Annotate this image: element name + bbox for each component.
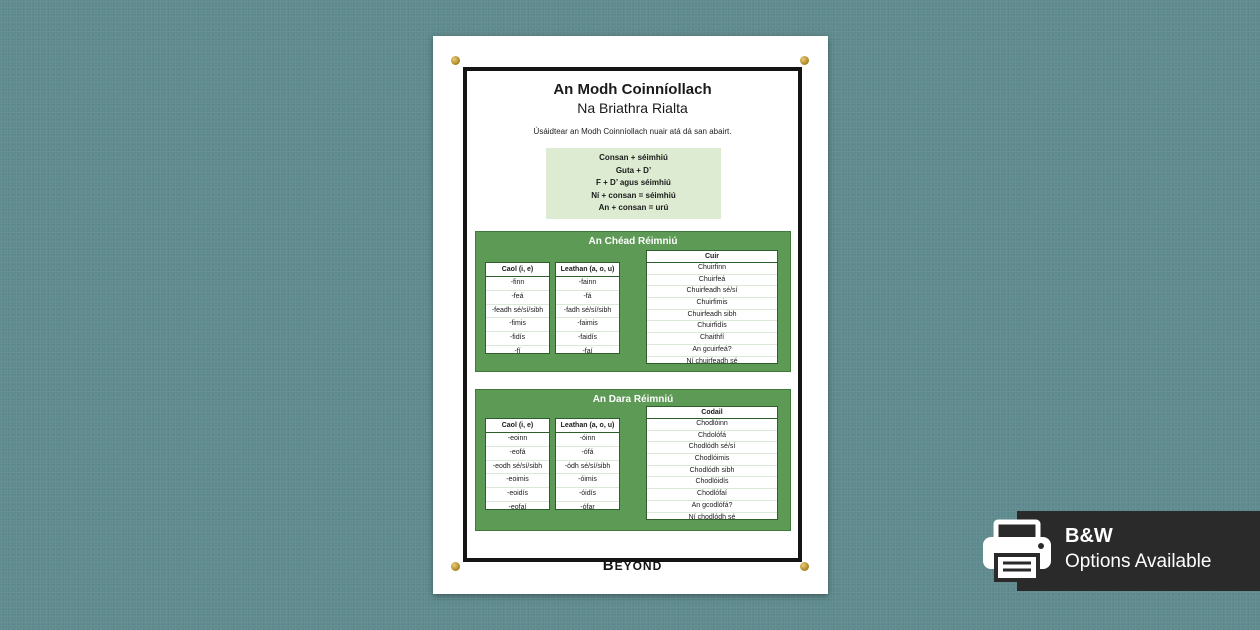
table-row: Ní chodlódh sé: [688, 513, 736, 521]
table-row: -óinn: [556, 433, 619, 447]
table-row: -fadh sé/sí/sibh: [556, 305, 619, 319]
pin-top-left: [451, 56, 460, 65]
table-header: Leathan (a, o, u): [556, 263, 619, 277]
table-row: -óimis: [556, 474, 619, 488]
table-row: Chuirfeadh sé/sí: [647, 286, 777, 298]
table-row: -eoidís: [486, 488, 549, 502]
rule-line: Guta + D’: [615, 165, 652, 175]
leathan-table: [555, 262, 620, 354]
printer-icon: [979, 519, 1055, 583]
bw-options-badge: [1017, 511, 1260, 591]
section-title: An Dara Réimniú: [592, 394, 674, 405]
table-row: -fí: [514, 347, 521, 355]
table-header: Cuir: [647, 251, 777, 263]
table-row: Chuirfinn: [647, 263, 777, 275]
caol-table: [485, 418, 550, 510]
table-row: Chodlóinn: [647, 419, 777, 431]
rule-line: F + D’ agus séimhiú: [596, 178, 671, 188]
leathan-table: [555, 418, 620, 510]
table-row: -ódh sé/sí/sibh: [556, 461, 619, 475]
table-row: -fá: [556, 291, 619, 305]
table-header: Caol (i, e): [486, 263, 549, 277]
caol-table: [485, 262, 550, 354]
section-second-conjugation: [475, 389, 791, 531]
section-title: An Chéad Réimniú: [588, 236, 678, 247]
page-subtitle: Na Briathra Rialta: [577, 100, 688, 116]
table-row: Chuirfimis: [647, 298, 777, 310]
table-row: Ní chuirfeadh sé: [686, 357, 738, 365]
table-row: An gcodlófá?: [647, 501, 777, 513]
table-row: Chodlófaí: [647, 489, 777, 501]
logo-text: EYOND: [614, 559, 663, 573]
intro-text: Úsáidtear an Modh Coinníollach nuair atá dá san abairt.: [533, 127, 732, 136]
verb-table-codail: [646, 406, 778, 520]
table-row: -faidís: [556, 332, 619, 346]
table-row: Chodlódh sé/sí: [647, 442, 777, 454]
table-row: An gcuirfeá?: [647, 345, 777, 357]
table-row: -eofá: [486, 447, 549, 461]
worksheet-poster: [433, 36, 828, 594]
table-row: -fimis: [486, 318, 549, 332]
pin-bottom-right: [800, 562, 809, 571]
rules-box: [546, 148, 721, 219]
rule-line: An + consan = urú: [598, 203, 669, 213]
beyond-logo: [467, 557, 798, 574]
table-row: -ófá: [556, 447, 619, 461]
table-header: Leathan (a, o, u): [556, 419, 619, 433]
table-row: Chuirfeadh sibh: [647, 310, 777, 322]
table-row: Chodlódh sibh: [647, 466, 777, 478]
table-row: -eoimis: [486, 474, 549, 488]
pin-top-right: [800, 56, 809, 65]
table-row: -fainn: [556, 277, 619, 291]
rule-line: Ní + consan = séimhiú: [591, 190, 676, 200]
table-row: -finn: [486, 277, 549, 291]
table-row: -feá: [486, 291, 549, 305]
table-row: -fidís: [486, 332, 549, 346]
rule-line: Consan + séimhiú: [599, 153, 668, 163]
table-row: Chdolófá: [647, 431, 777, 443]
table-row: -ófar: [580, 503, 595, 511]
table-row: -feadh sé/sí/sibh: [486, 305, 549, 319]
table-row: Chuirfidís: [647, 321, 777, 333]
pin-bottom-left: [451, 562, 460, 571]
table-header: Codail: [647, 407, 777, 419]
verb-table-cuir: [646, 250, 778, 364]
table-row: -eofaí: [508, 503, 527, 511]
table-header: Caol (i, e): [486, 419, 549, 433]
table-row: Chodlóimis: [647, 454, 777, 466]
table-row: Chuirfeá: [647, 275, 777, 287]
table-row: -faimis: [556, 318, 619, 332]
logo-mark: B: [602, 557, 615, 574]
table-row: -eoinn: [486, 433, 549, 447]
table-row: Chaithfí: [647, 333, 777, 345]
table-row: Chodlóidís: [647, 477, 777, 489]
page-title: An Modh Coinníollach: [553, 81, 712, 98]
badge-title: B&W: [1065, 525, 1113, 547]
table-row: -faí: [582, 347, 593, 355]
table-row: -eodh sé/sí/sibh: [486, 461, 549, 475]
section-first-conjugation: [475, 231, 791, 372]
badge-subtitle: Options Available: [1065, 551, 1212, 572]
poster-frame: [463, 67, 802, 574]
table-row: -óidís: [556, 488, 619, 502]
